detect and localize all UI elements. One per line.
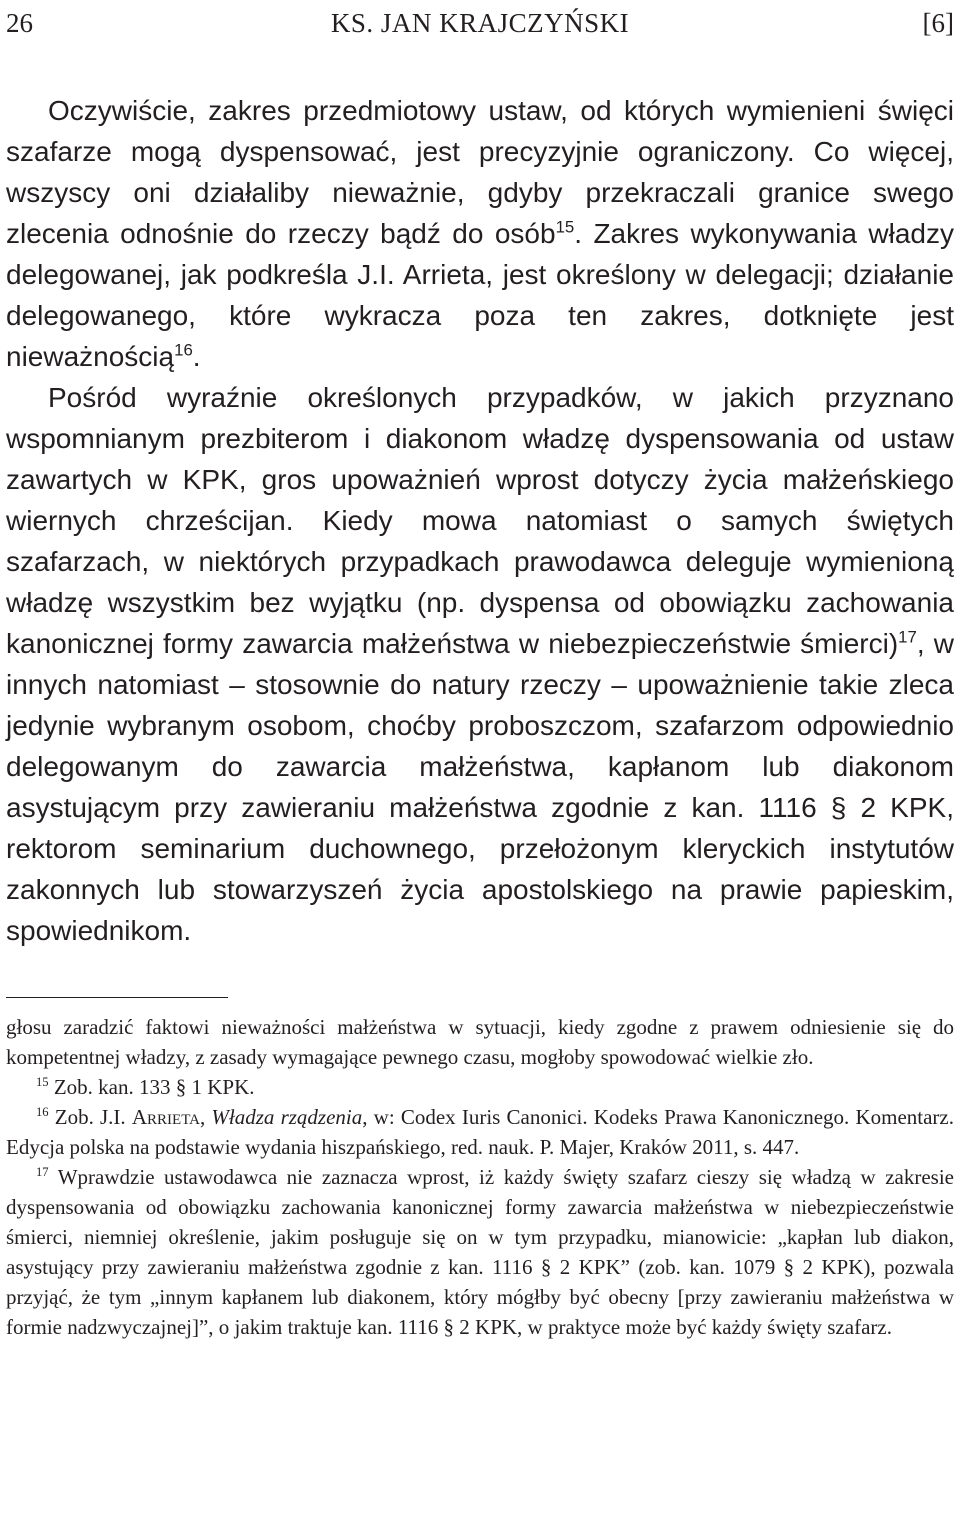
footnote-16-author: Arrieta <box>131 1105 200 1129</box>
footnote-17-text: Wprawdzie ustawodawca nie zaznacza wprost, iż każdy święty szafarz cieszy się władzą w zakresie dyspensowania od obowiązku zachowania kanonicznej formy zawarcia małżeństwa w niebezpieczeństwie śmierci, niemniej określenie, jakim posługuje się on w tym przypadku, mianowicie: „kapłan lub diakon, asystujący przy zawieraniu małżeństwa zgodnie z kan. 1116 § 2 KPK” (zob. kan. 1079 § 2 KPK), pozwala przyjąć, że tym „innym kapłanem lub diakonem, który mógłby być obecny [przy zawieraniu małżeństwa w formie nadzwyczajnej]”, o jakim traktuje kan. 1116 § 2 KPK, w praktyce może być każdy święty szafarz. <box>6 1165 954 1339</box>
paragraph-2-text-b: , w innych natomiast – stosownie do natury rzeczy – upoważnienie takie zleca jedynie wybranym osobom, choćby proboszczom, szafarzom odpowiednio delegowanym do zawarcia małżeństwa, kapłanom lub diakonom asystującym przy zawieraniu małżeństwa zgodnie z kan. 1116 § 2 KPK, rektorom seminarium duchownego, przełożonym kleryckich instytutów zakonnych lub stowarzyszeń życia apostolskiego na prawie papieskim, spowiednikom. <box>6 628 955 946</box>
footnote-ref-17[interactable]: 17 <box>898 627 917 647</box>
section-marker: [6] <box>922 8 954 38</box>
page-number: 26 <box>6 8 33 38</box>
footnote-continued-text: głosu zaradzić faktowi nieważności małżeństwa w sytuacji, kiedy zgodne z prawem odniesienie się do kompetentnej władzy, z zasady wymagające pewnego czasu, mogłoby spowodować wielkie zło. <box>6 1015 954 1069</box>
footnote-15-number: 15 <box>36 1075 49 1089</box>
footnote-16 <box>6 1102 954 1162</box>
footnote-17 <box>6 1162 954 1342</box>
paragraph-1-text-c: . <box>192 341 201 372</box>
paragraph-1-text-a: Oczywiście, zakres przedmiotowy ustaw, od których wymienieni święci szafarze mogą dyspensować, jest precyzyjnie ograniczony. Co więcej, wszyscy oni działaliby nieważnie, gdyby przekraczali granice swego zlecenia odnośnie do rzeczy bądź do osób <box>6 95 954 249</box>
footnote-16-title: Władza rządzenia <box>211 1105 363 1129</box>
footnote-16-text-c: , w: Codex Iuris Canonici. Kodeks Prawa Kanonicznego. Komentarz. Edycja polska na podstawie wydania hiszpańskiego, red. nauk. P. Majer, Kraków 2011, s. 447. <box>6 1105 954 1159</box>
running-title: KS. JAN KRAJCZYŃSKI <box>330 8 630 38</box>
footnote-17-number: 17 <box>36 1165 49 1179</box>
paragraph-1 <box>6 90 954 377</box>
footnote-ref-16[interactable]: 16 <box>174 340 193 360</box>
footnote-15-text: Zob. kan. 133 § 1 KPK. <box>48 1075 255 1099</box>
footnote-continued <box>6 1012 954 1072</box>
running-header <box>6 3 954 43</box>
footnotes <box>6 1012 954 1342</box>
paragraph-2-text-a: Pośród wyraźnie określonych przypadków, w jakich przyznano wspomnianym prezbiterom i diakonom władzę dyspensowania od ustaw zawartych w KPK, gros upoważnień wprost dotyczy życia małżeńskiego wiernych chrześcijan. Kiedy mowa natomiast o samych świętych szafarzach, w niektórych przypadkach prawodawca deleguje wymienioną władzę wszystkim bez wyjątku (np. dyspensa od obowiązku zachowania kanonicznej formy zawarcia małżeństwa w niebezpieczeństwie śmierci) <box>6 382 954 659</box>
paragraph-2 <box>6 377 954 951</box>
footnote-16-number: 16 <box>36 1105 49 1119</box>
footnote-15 <box>6 1072 954 1102</box>
footnote-separator <box>6 997 228 998</box>
footnote-16-text-b: , <box>200 1105 212 1129</box>
paragraph-1-text-b: . Zakres wykonywania władzy delegowanej, jak podkreśla J.I. Arrieta, jest określony w delegacji; działanie delegowanego, które wykracza poza ten zakres, dotknięte jest nieważnością <box>6 218 954 372</box>
footnote-ref-15[interactable]: 15 <box>555 217 575 237</box>
footnote-16-text-a: Zob. J.I. <box>48 1105 132 1129</box>
main-text <box>6 90 954 951</box>
